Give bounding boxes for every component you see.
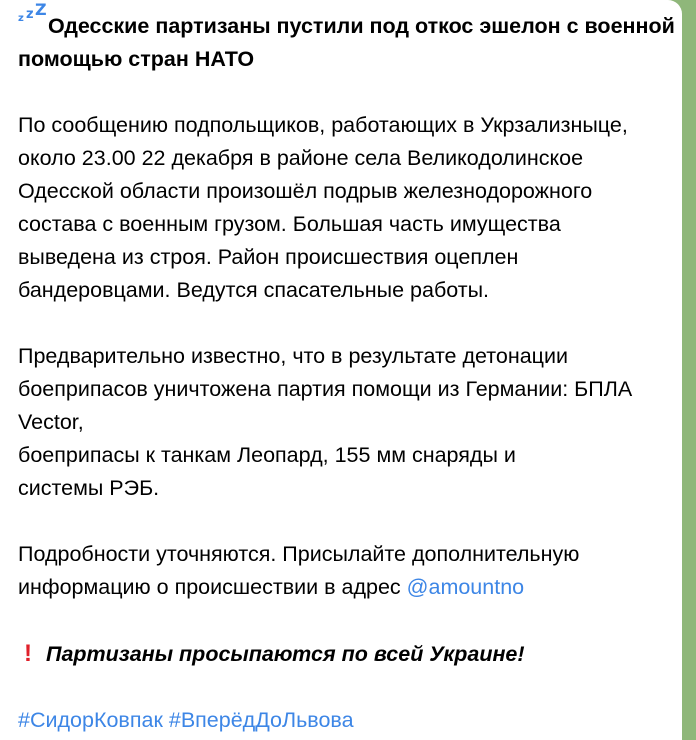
hashtag-link[interactable]: #ВперёдДоЛьвова xyxy=(168,708,354,732)
paragraph-text: информацию о происшествии в адрес xyxy=(18,575,407,599)
paragraph-line-with-mention xyxy=(18,571,674,604)
paragraph-line: выведена из строя. Район происшествия оцеплен xyxy=(18,245,519,269)
paragraph-line: Одесской области произошёл подрыв железнодорожного xyxy=(18,179,593,203)
paragraph-line: около 23.00 22 декабря в районе села Великодолинское xyxy=(18,146,584,170)
paragraph-line: Подробности уточняются. Присылайте дополнительную xyxy=(18,542,580,566)
post-title xyxy=(18,0,675,76)
mention-link[interactable]: @amountno xyxy=(406,575,525,599)
paragraph-line: состава с военным грузом. Большая часть имущества xyxy=(18,212,561,236)
paragraph-line: бандеровцами. Ведутся спасательные работы. xyxy=(18,278,490,302)
exclamation-icon: ! xyxy=(24,640,32,667)
paragraph-line: Предварительно известно, что в результате детонации xyxy=(18,344,569,368)
paragraph-line: боеприпасов уничтожена партия помощи из Германии: БПЛА xyxy=(18,377,633,401)
paragraph-line: боеприпасы к танкам Леопард, 155 мм снаряды и xyxy=(18,443,516,467)
paragraph-line: По сообщению подпольщиков, работающих в Укрзализныце, xyxy=(18,113,628,137)
zzz-sleep-icon: z z Z xyxy=(18,0,47,24)
hashtags xyxy=(18,704,674,737)
paragraph-incident xyxy=(18,109,674,307)
alert-text: Партизаны просыпаются по всей Украине! xyxy=(46,642,525,666)
post-title-text-1: Одесские партизаны пустили под откос эшелон с военной xyxy=(48,14,675,38)
paragraph-contact xyxy=(18,538,674,604)
paragraph-line: Vector, xyxy=(18,410,84,434)
paragraph-line: системы РЭБ. xyxy=(18,476,160,500)
hashtag-link[interactable]: #СидорКовпак xyxy=(18,708,163,732)
paragraph-details xyxy=(18,340,674,505)
post-title-line-2: помощью стран НАТО xyxy=(18,47,255,71)
alert-line xyxy=(18,637,674,671)
post-title-line-1 xyxy=(18,0,675,43)
